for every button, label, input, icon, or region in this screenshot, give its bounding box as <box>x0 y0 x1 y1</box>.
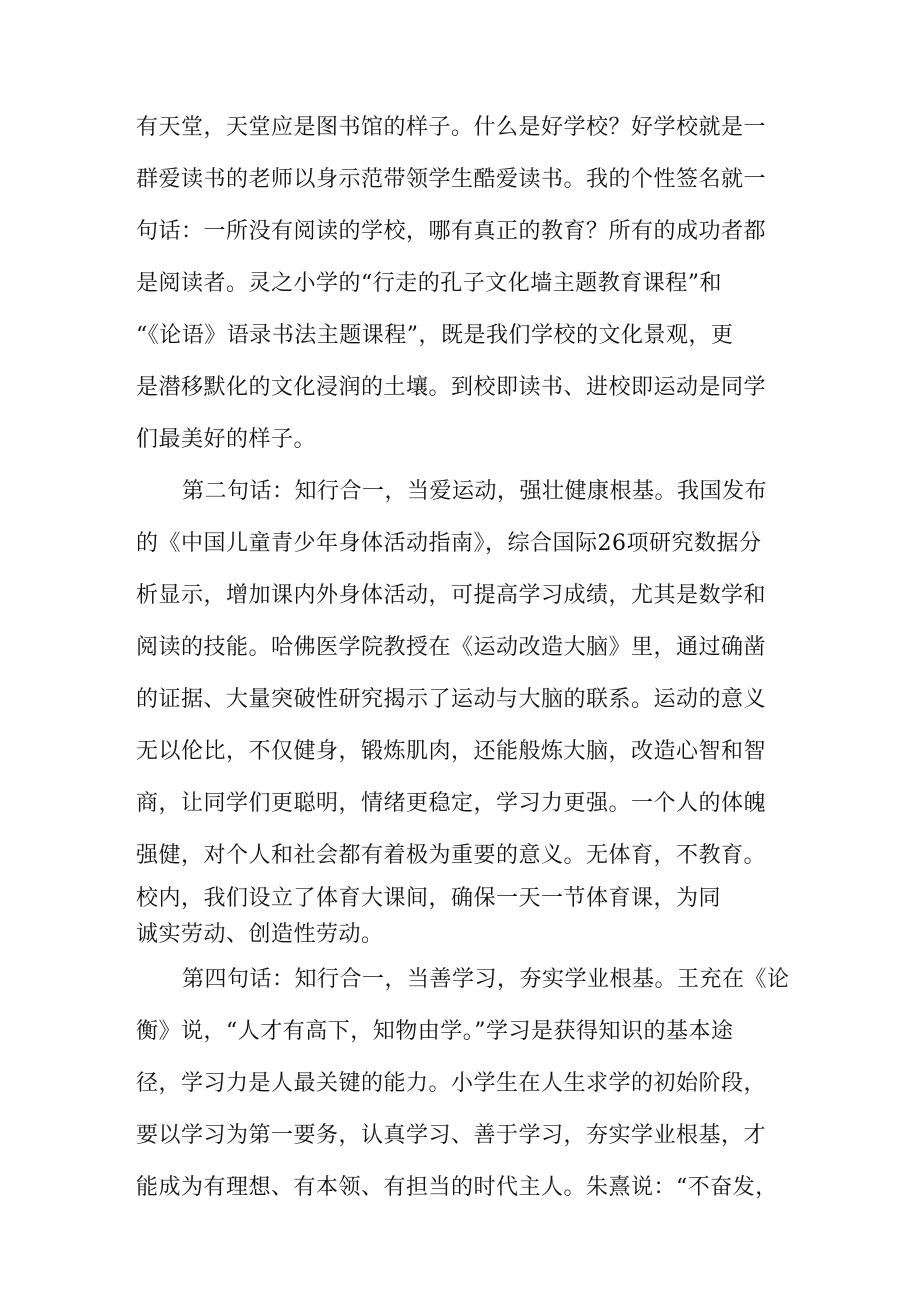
text-line: 径，学习力是人最关键的能力。小学生在人生求学的初始阶段， <box>136 1071 767 1096</box>
text-line: 有天堂，天堂应是图书馆的样子。什么是好学校？好学校就是一 <box>136 115 767 140</box>
text-line: 阅读的技能。哈佛医学院教授在《运动改造大脑》里，通过确凿 <box>136 635 767 660</box>
text-line: 的《中国儿童青少年身体活动指南》，综合国际26项研究数据分 <box>136 531 762 556</box>
body-text <box>136 102 836 1214</box>
text-line: 析显示，增加课内外身体活动，可提高学习成绩，尤其是数学和 <box>136 583 767 608</box>
text-line: 强健，对个人和社会都有着极为重要的意义。无体育，不教育。 <box>136 843 767 868</box>
text-line: “《论语》语录书法主题课程”，既是我们学校的文化景观，更 <box>136 323 734 348</box>
text-line: 句话：一所没有阅读的学校，哪有真正的教育？所有的成功者都 <box>136 219 767 244</box>
text-line: 诚实劳动、创造性劳动。 <box>136 922 384 947</box>
text-line: 能成为有理想、有本领、有担当的时代主人。朱熹说：“不奋发， <box>136 1175 778 1200</box>
text-line: 无以伦比，不仅健身，锻炼肌肉，还能般炼大脑，改造心智和智 <box>136 739 767 764</box>
text-line: 要以学习为第一要务，认真学习、善于学习，夯实学业根基，才 <box>136 1123 767 1148</box>
paragraph-start-line: 第四句话：知行合一，当善学习，夯实学业根基。王充在《论 <box>182 967 790 992</box>
text-line: 的证据、大量突破性研究揭示了运动与大脑的联系。运动的意义 <box>136 687 767 712</box>
text-line: 是阅读者。灵之小学的“行走的孔子文化墙主题教育课程”和 <box>136 271 722 296</box>
paragraph-start-line: 第二句话：知行合一，当爱运动，强壮健康根基。我国发布 <box>182 479 768 504</box>
text-line: 群爱读书的老师以身示范带领学生酷爱读书。我的个性签名就一 <box>136 167 767 192</box>
text-line: 是潜移默化的文化浸润的土壤。到校即读书、进校即运动是同学 <box>136 375 767 400</box>
text-line: 商，让同学们更聪明，情绪更稳定，学习力更强。一个人的体魄 <box>136 791 767 816</box>
text-line: 们最美好的样子。 <box>136 427 317 452</box>
text-line: 校内，我们设立了体育大课间，确保一天一节体育课，为同 <box>136 886 722 911</box>
text-line: 衡》说，“人才有高下，知物由学。”学习是获得知识的基本途 <box>136 1019 734 1044</box>
